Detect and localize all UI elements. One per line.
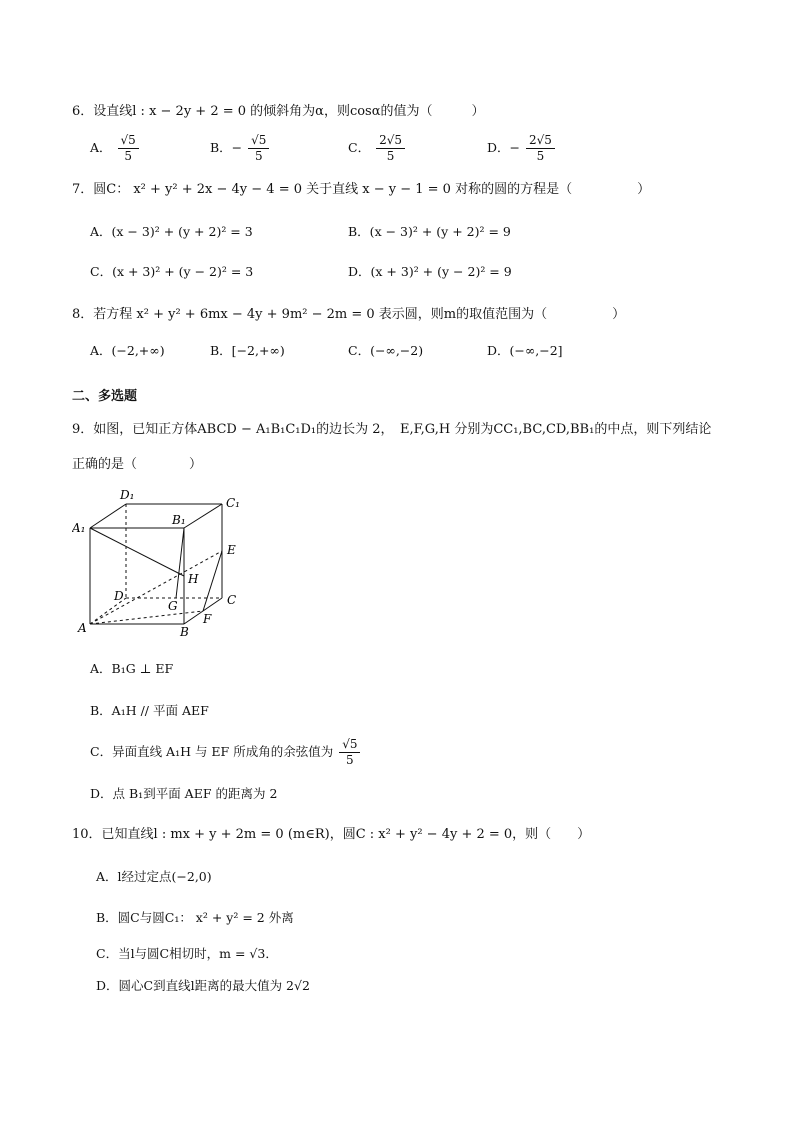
q10-option-d: D．圆心C到直线l距离的最大值为 2√2 [96, 978, 310, 993]
q6-option-c-label: C． [348, 140, 371, 155]
segment-a1-h [90, 528, 184, 576]
q6-option-d-fraction [526, 133, 555, 164]
q7-option-b: B．(x − 3)² + (y + 2)² = 9 [348, 224, 511, 239]
q6-option-c-numerator: 2√5 [376, 133, 405, 149]
label-a1: A₁ [72, 521, 86, 535]
q6-option-b [210, 133, 271, 164]
q6-option-b-fraction [248, 133, 269, 164]
label-a: A [78, 621, 87, 635]
q8-option-b: B．[−2,+∞) [210, 343, 285, 358]
q6-option-c-fraction [376, 133, 405, 164]
q8-option-c: C．(−∞,−2) [348, 343, 424, 358]
q9-option-c-numerator: √5 [339, 737, 360, 753]
label-e: E [227, 543, 236, 557]
q6-option-d-numerator: 2√5 [526, 133, 555, 149]
q6-option-a-numerator: √5 [118, 133, 139, 149]
label-d: D [114, 589, 124, 603]
q6-option-c [348, 133, 407, 164]
q6-option-a [90, 133, 141, 164]
segment-b1-g [176, 528, 184, 598]
q10-option-c: C．当l与圆C相切时，m = √3． [96, 946, 278, 961]
q9-option-c-fraction [339, 737, 360, 768]
label-c1: C₁ [226, 496, 240, 510]
q6-option-a-denominator: 5 [124, 149, 132, 163]
q9-stem-line1: 9．如图，已知正方体ABCD − A₁B₁C₁D₁的边长为 2， E,F,G,H 分别为CC₁,BC,CD,BB₁的中点，则下列结论 [72, 422, 712, 437]
q6-option-a-fraction [118, 133, 139, 164]
q6-option-c-denominator: 5 [386, 149, 395, 163]
q9-option-a: A．B₁G ⊥ EF [90, 661, 174, 676]
q6-option-d-denominator: 5 [536, 149, 545, 163]
label-c: C [227, 593, 237, 607]
q9-option-c-text: C．异面直线 A₁H 与 EF 所成角的余弦值为 [90, 744, 334, 759]
q9-option-c [90, 737, 362, 768]
q6-option-d [487, 133, 557, 164]
q10-stem: 10．已知直线l : mx + y + 2m = 0 (m∈R)，圆C : x² + y² − 4y + 2 = 0，则（ ） [72, 827, 591, 842]
q9-option-b: B．A₁H // 平面 AEF [90, 703, 209, 718]
label-g: G [168, 599, 178, 613]
q6-option-b-numerator: √5 [248, 133, 269, 149]
q6-option-b-denominator: 5 [254, 149, 263, 163]
cube-figure [72, 488, 252, 640]
q8-stem: 8．若方程 x² + y² + 6mx − 4y + 9m² − 2m = 0 表示圆，则m的取值范围为（ ） [72, 307, 626, 322]
q7-option-d: D．(x + 3)² + (y − 2)² = 9 [348, 264, 512, 279]
q10-option-a: A．l经过定点(−2,0) [96, 869, 212, 884]
q9-stem-line2: 正确的是（ ） [72, 457, 203, 472]
q8-option-d: D．(−∞,−2] [487, 343, 563, 358]
q8-option-a: A．(−2,+∞) [90, 343, 165, 358]
q7-option-a: A．(x − 3)² + (y + 2)² = 3 [90, 224, 253, 239]
label-b1: B₁ [172, 513, 186, 527]
q9-option-c-denominator: 5 [346, 753, 354, 767]
label-b: B [180, 625, 189, 639]
label-d1: D₁ [120, 488, 135, 502]
q6-option-b-label: B．− [210, 140, 243, 155]
q10-option-b: B．圆C与圆C₁： x² + y² = 2 外离 [96, 910, 294, 925]
section-title: 二、多选题 [72, 389, 138, 404]
q6-option-d-label: D．− [487, 140, 520, 155]
edge-a1-d1 [90, 504, 126, 528]
label-f: F [203, 612, 212, 626]
edge-c1-b1 [184, 504, 222, 528]
q7-option-c: C．(x + 3)² + (y − 2)² = 3 [90, 264, 254, 279]
label-h: H [188, 572, 199, 586]
q7-stem: 7．圆C： x² + y² + 2x − 4y − 4 = 0 关于直线 x − y − 1 = 0 对称的圆的方程是（ ） [72, 182, 651, 197]
q6-option-a-label: A． [90, 140, 112, 155]
q9-option-d: D．点 B₁到平面 AEF 的距离为 2 [90, 786, 278, 801]
q6-stem: 6．设直线l : x − 2y + 2 = 0 的倾斜角为α，则cosα的值为（ ） [72, 104, 485, 119]
